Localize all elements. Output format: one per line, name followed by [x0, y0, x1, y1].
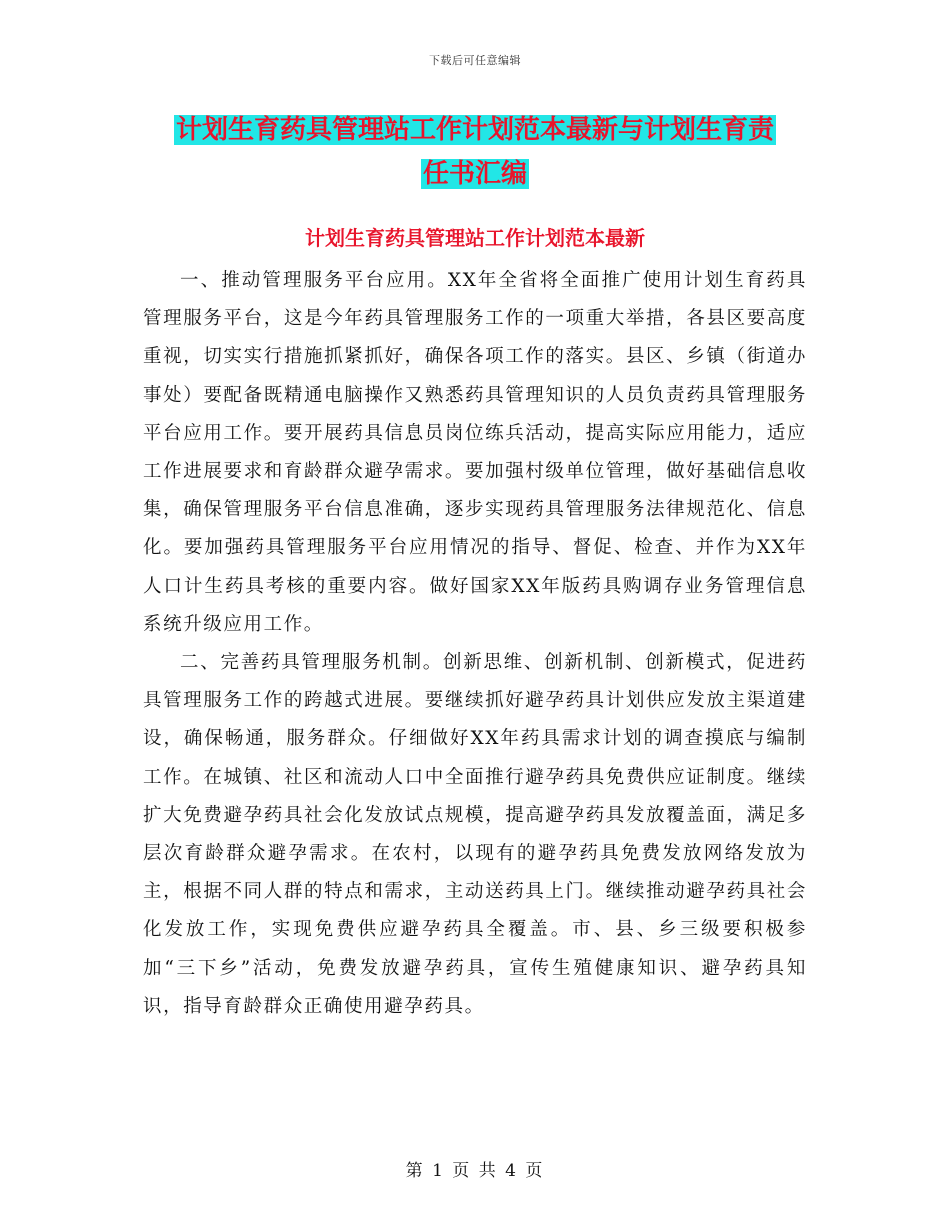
header-note: 下载后可任意编辑: [429, 54, 521, 67]
document-title-line-2: 任书汇编: [422, 159, 527, 189]
paragraph-1: 一、推动管理服务平台应用。XX年全省将全面推广使用计划生育药具管理服务平台，这是今年药具管理服务工作的一项重大举措，各县区要高度重视，切实实行措施抓紧抓好，确保各项工作的落实。县区、乡镇（街道办事处）要配备既精通电脑操作又熟悉药具管理知识的人员负责药具管理服务平台应用工作。要开展药具信息员岗位练兵活动，提高实际应用能力，适应工作进展要求和育龄群众避孕需求。要加强村级单位管理，做好基础信息收集，确保管理服务平台信息准确，逐步实现药具管理服务法律规范化、信息化。要加强药具管理服务平台应用情况的指导、督促、检查、并作为XX年人口计生药具考核的重要内容。做好国家XX年版药具购调存业务管理信息系统升级应用工作。: [143, 270, 807, 635]
document-title-line-1: 计划生育药具管理站工作计划范本最新与计划生育责: [175, 115, 774, 145]
page-number: 第 1 页 共 4 页: [405, 1161, 545, 1181]
document-body: [143, 262, 807, 1026]
section-heading: 计划生育药具管理站工作计划范本最新: [305, 226, 645, 250]
paragraph-2: 二、完善药具管理服务机制。创新思维、创新机制、创新模式，促进药具管理服务工作的跨越式进展。要继续抓好避孕药具计划供应发放主渠道建设，确保畅通，服务群众。仔细做好XX年药具需求计划的调查摸底与编制工作。在城镇、社区和流动人口中全面推行避孕药具免费供应证制度。继续扩大免费避孕药具社会化发放试点规模，提高避孕药具发放覆盖面，满足多层次育龄群众避孕需求。在农村，以现有的避孕药具免费发放网络发放为主，根据不同人群的特点和需求，主动送药具上门。继续推动避孕药具社会化发放工作，实现免费供应避孕药具全覆盖。市、县、乡三级要积极参加“三下乡”活动，免费发放避孕药具，宣传生殖健康知识、避孕药具知识，指导育龄群众正确使用避孕药具。: [143, 652, 807, 1017]
document-title: [140, 108, 810, 196]
